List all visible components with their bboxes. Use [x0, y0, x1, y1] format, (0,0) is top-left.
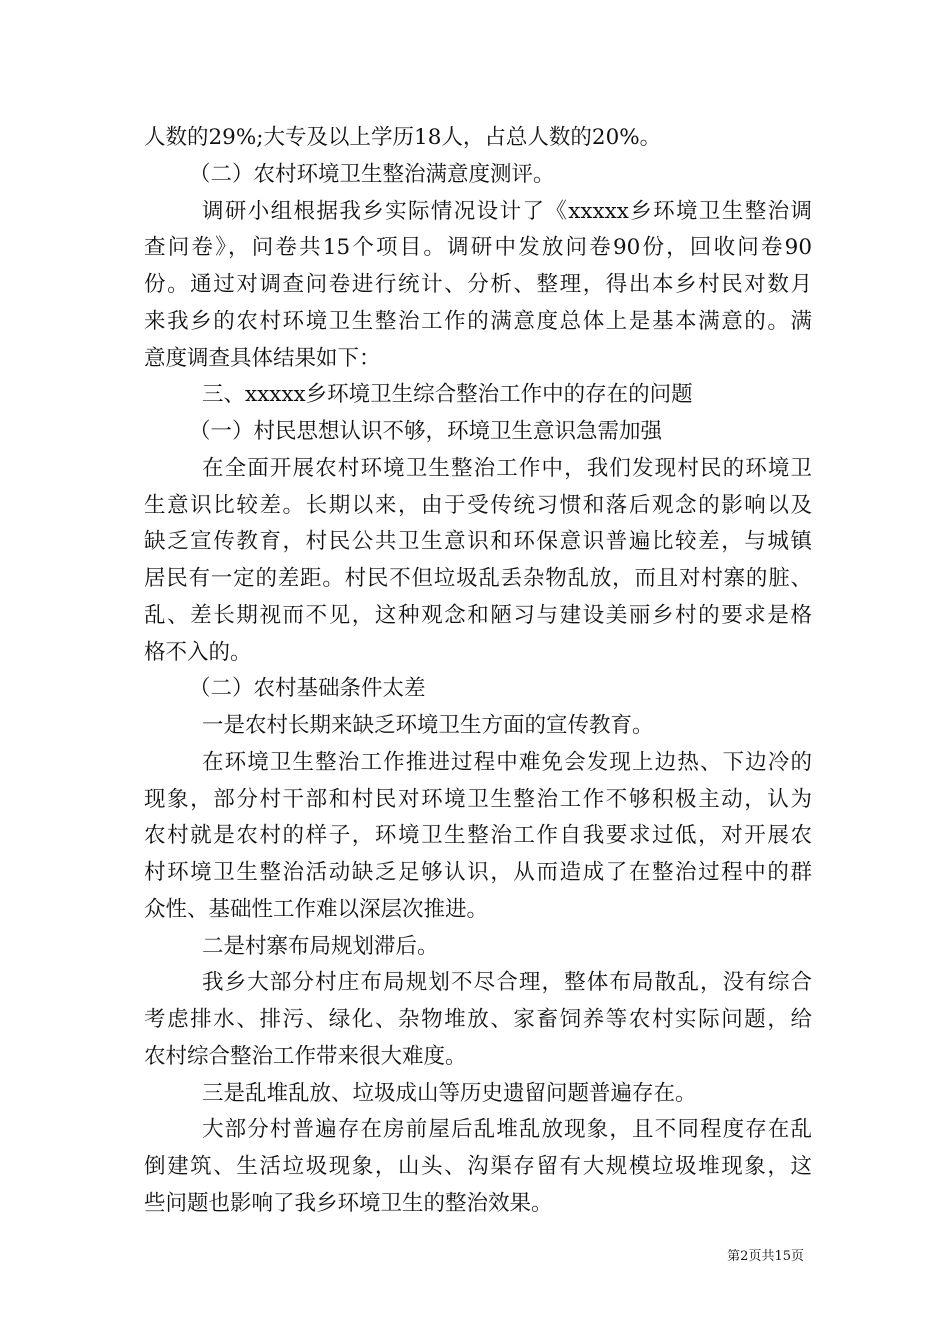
paragraph-line: 来我乡的农村环境卫生整治工作的满意度总体上是基本满意的。满: [144, 308, 812, 334]
section-heading: （二）农村环境卫生整治满意度测评。: [189, 161, 555, 187]
paragraph-line: 现象，部分村干部和村民对环境卫生整治工作不够积极主动，认为: [144, 786, 812, 812]
paragraph-line: 在环境卫生整治工作推进过程中难免会发现上边热、下边冷的: [202, 749, 812, 775]
paragraph-line: 缺乏宣传教育，村民公共卫生意识和环保意识普遍比较差，与城镇: [144, 529, 812, 555]
paragraph-line: 大部分村普遍存在房前屋后乱堆乱放现象，且不同程度存在乱: [202, 1117, 812, 1143]
paragraph-line: 在全面开展农村环境卫生整治工作中，我们发现村民的环境卫: [202, 455, 812, 481]
paragraph-line: 村环境卫生整治活动缺乏足够认识，从而造成了在整治过程中的群: [144, 860, 812, 885]
paragraph-line: 乱、差长期视而不见，这种观念和陋习与建设美丽乡村的要求是格: [144, 602, 812, 628]
paragraph-line: 份。通过对调查问卷进行统计、分析、整理，得出本乡村民对数月: [144, 272, 812, 297]
paragraph-line: 考虑排水、排污、绿化、杂物堆放、家畜饲养等农村实际问题，给: [144, 1007, 812, 1032]
chapter-heading: 三、xxxxx乡环境卫生综合整治工作中的存在的问题: [202, 382, 693, 408]
paragraph-line: 我乡大部分村庄布局规划不尽合理，整体布局散乱，没有综合: [202, 970, 812, 996]
document-body: [144, 120, 812, 1223]
section-heading: （二）农村基础条件太差: [189, 676, 426, 702]
section-heading: （一）村民思想认识不够，环境卫生意识急需加强: [189, 419, 663, 444]
paragraph-line: 农村就是农村的样子，环境卫生整治工作自我要求过低，对开展农: [144, 823, 812, 849]
paragraph-line: 众性、基础性工作难以深层次推进。: [144, 896, 489, 922]
paragraph-line: 生意识比较差。长期以来，由于受传统习惯和落后观念的影响以及: [144, 492, 812, 518]
paragraph-line: 查问卷》，问卷共15个项目。调研中发放问卷90份，回收问卷90: [144, 235, 812, 261]
paragraph-line: 调研小组根据我乡实际情况设计了《xxxxx乡环境卫生整治调: [202, 198, 812, 224]
subsection-heading: 三是乱堆乱放、垃圾成山等历史遗留问题普遍存在。: [202, 1080, 697, 1106]
subsection-heading: 一是农村长期来缺乏环境卫生方面的宣传教育。: [202, 713, 654, 738]
paragraph-line: 农村综合整治工作带来很大难度。: [144, 1043, 467, 1069]
paragraph-line: 居民有一定的差距。村民不但垃圾乱丢杂物乱放，而且对村寨的脏、: [144, 566, 812, 591]
subsection-heading: 二是村寨布局规划滞后。: [202, 933, 439, 959]
paragraph-line: 倒建筑、生活垃圾现象，山头、沟渠存留有大规模垃圾堆现象，这: [144, 1154, 812, 1179]
body-line: 人数的29%;大专及以上学历18人，占总人数的20%。: [144, 125, 662, 150]
paragraph-line: 些问题也影响了我乡环境卫生的整治效果。: [144, 1190, 553, 1216]
paragraph-line: 格不入的。: [144, 639, 252, 665]
paragraph-line: 意度调查具体结果如下：: [144, 345, 381, 371]
page-number: 第2页共15页: [727, 1249, 804, 1264]
